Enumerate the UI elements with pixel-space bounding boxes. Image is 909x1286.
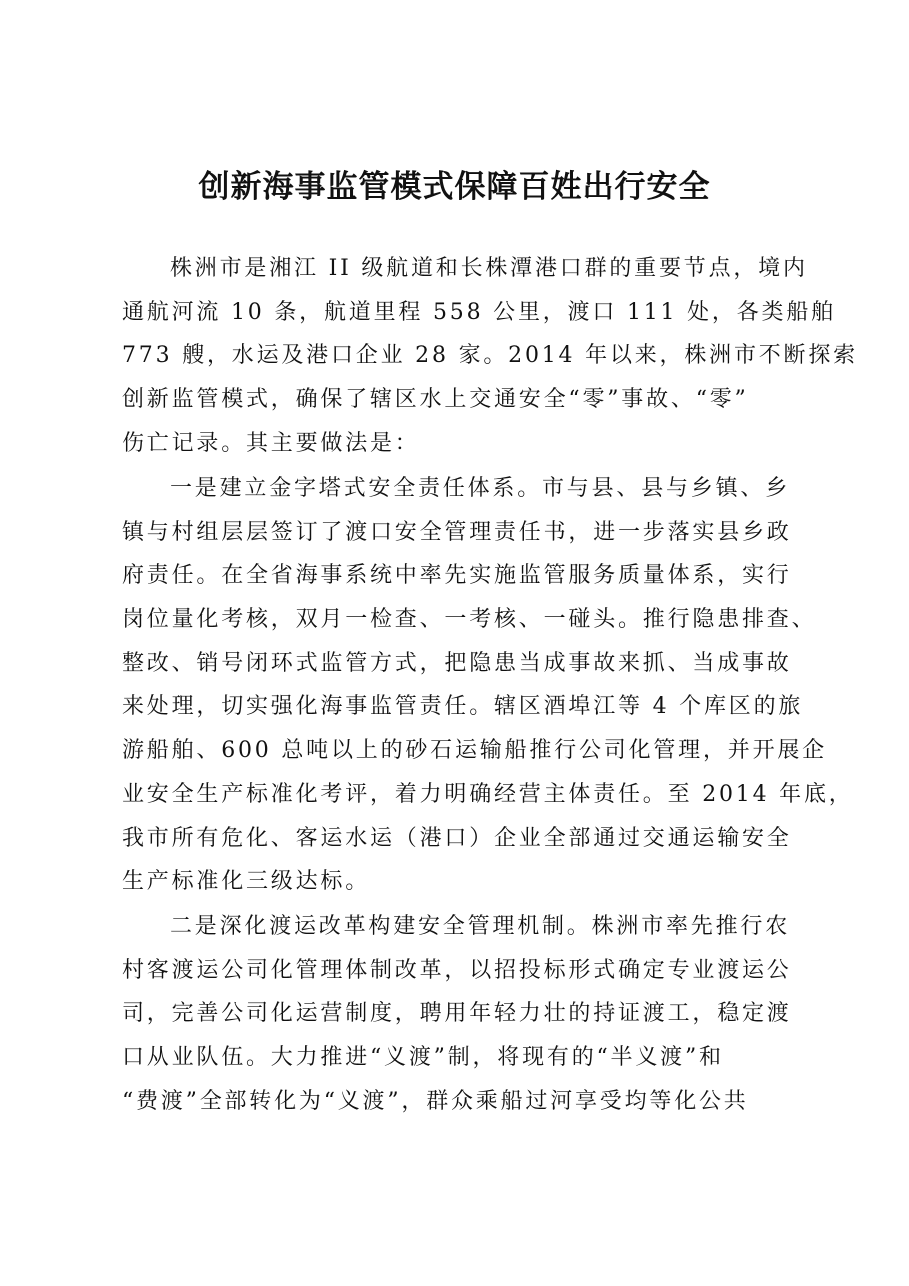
paragraph-line: 司，完善公司化运营制度，聘用年轻力壮的持证渡工，稳定渡 (122, 1001, 792, 1027)
paragraph-line: 口从业队伍。大力推进“义渡”制，将现有的“半义渡”和 (122, 1045, 724, 1071)
paragraph-line: 整改、销号闭环式监管方式，把隐患当成事故来抓、当成事故 (122, 650, 792, 676)
paragraph-line: 生产标准化三级达标。 (122, 869, 371, 895)
paragraph-line: 创新监管模式，确保了辖区水上交通安全“零”事故、“零” (122, 387, 749, 413)
paragraph-line: “费渡”全部转化为“义渡”，群众乘船过河享受均等化公共 (122, 1088, 749, 1114)
paragraph-second-measure (122, 905, 812, 1123)
paragraph-line: 我市所有危化、客运水运（港口）企业全部通过交通运输安全 (122, 825, 792, 851)
paragraph-intro (122, 247, 858, 465)
paragraph-line: 府责任。在全省海事系统中率先实施监管服务质量体系，实行 (122, 563, 792, 589)
paragraph-line: 一是建立金字塔式安全责任体系。市与县、县与乡镇、乡 (170, 476, 791, 501)
paragraph-first-measure (122, 467, 854, 904)
paragraph-line: 二是深化渡运改革构建安全管理机制。株洲市率先推行农 (170, 914, 791, 939)
document-title: 创新海事监管模式保障百姓出行安全 (198, 169, 711, 205)
paragraph-line: 村客渡运公司化管理体制改革，以招投标形式确定专业渡运公 (122, 957, 792, 983)
paragraph-line: 通航河流 10 条，航道里程 558 公里，渡口 111 处，各类船舶 (122, 299, 836, 325)
paragraph-line: 业安全生产标准化考评，着力明确经营主体责任。至 2014 年底， (122, 781, 854, 807)
paragraph-line: 岗位量化考核，双月一检查、一考核、一碰头。推行隐患排查、 (122, 607, 817, 633)
paragraph-line: 来处理，切实强化海事监管责任。辖区酒埠江等 4 个库区的旅 (122, 694, 804, 720)
paragraph-line: 773 艘，水运及港口企业 28 家。2014 年以来，株洲市不断探索 (122, 343, 858, 369)
paragraph-line: 株洲市是湘江 II 级航道和长株潭港口群的重要节点，境内 (170, 256, 808, 281)
paragraph-line: 游船舶、600 总吨以上的砂石运输船推行公司化管理，并开展企 (122, 738, 827, 764)
paragraph-line: 镇与村组层层签订了渡口安全管理责任书，进一步落实县乡政 (122, 519, 792, 545)
paragraph-line: 伤亡记录。其主要做法是： (122, 430, 420, 456)
